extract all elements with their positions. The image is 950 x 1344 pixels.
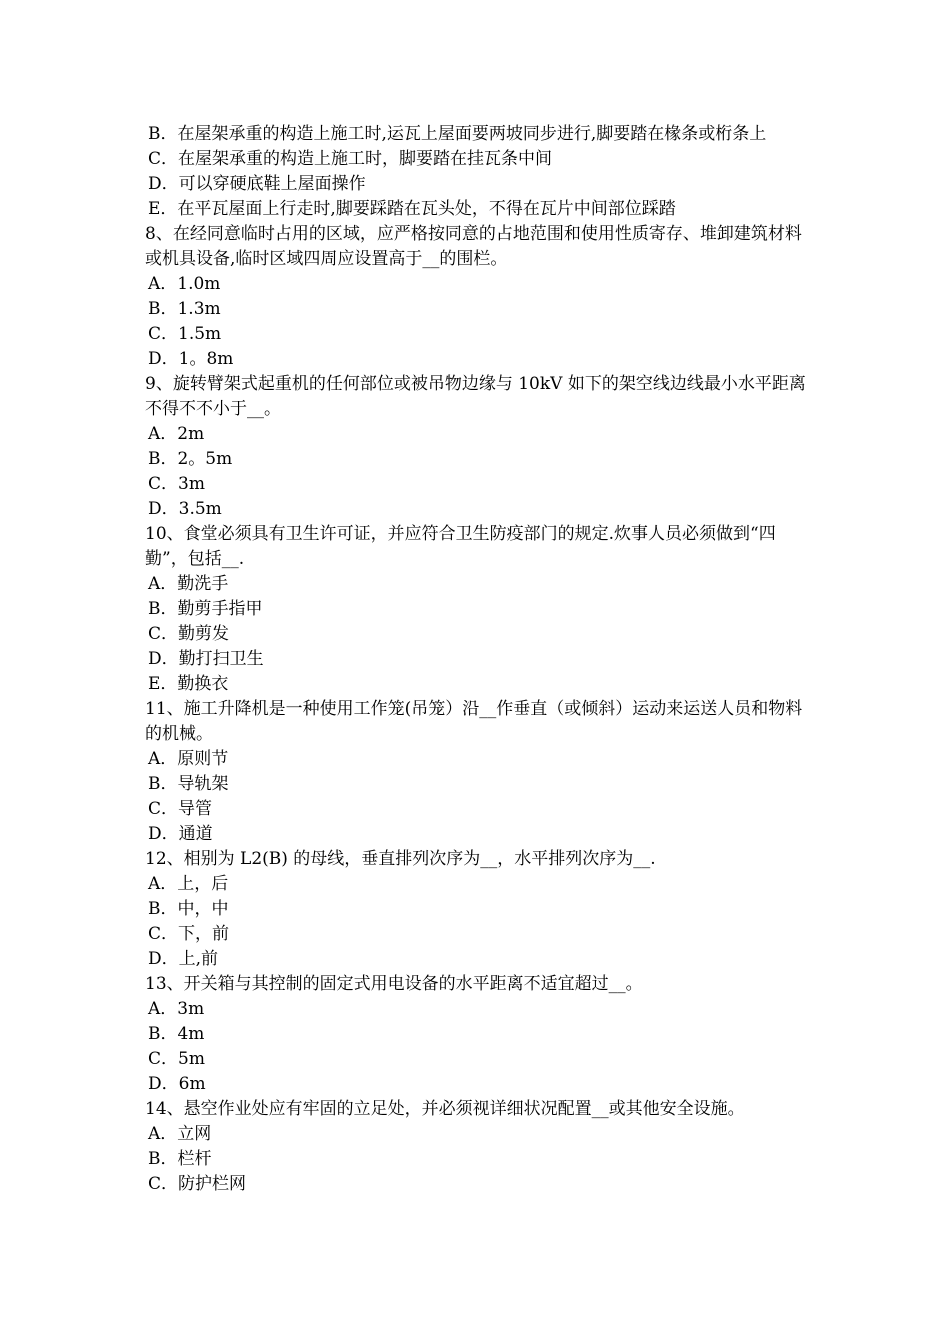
answer-option: B．2。5m [148, 449, 233, 469]
answer-option: C．勤剪发 [148, 624, 230, 644]
answer-option: A．1.0m [148, 274, 221, 294]
answer-option: C．3m [148, 474, 205, 494]
question-text: 13、开关箱与其控制的固定式用电设备的水平距离不适宜超过__。 [145, 974, 643, 994]
answer-option: B．栏杆 [148, 1149, 212, 1169]
question-text: 11、施工升降机是一种使用工作笼(吊笼）沿__作垂直（或倾斜）运动来运送人员和物料的机械。 [145, 699, 803, 744]
document-body [145, 122, 815, 1197]
answer-option: D．上,前 [148, 949, 219, 969]
answer-option: C．1.5m [148, 324, 222, 344]
answer-option: C．5m [148, 1049, 205, 1069]
question-text: 9、旋转臂架式起重机的任何部位或被吊物边缘与 10kV 如下的架空线边线最小水平距离不得不不小于__。 [145, 374, 806, 419]
question-text: 10、食堂必须具有卫生许可证，并应符合卫生防疫部门的规定.炊事人员必须做到“四勤”，包括__. [145, 524, 776, 569]
answer-option: B．1.3m [148, 299, 221, 319]
answer-option: B．在屋架承重的构造上施工时,运瓦上屋面要两坡同步进行,脚要踏在椽条或桁条上 [148, 124, 767, 144]
answer-option: A．3m [148, 999, 205, 1019]
answer-option: C．导管 [148, 799, 213, 819]
answer-option: E．在平瓦屋面上行走时,脚要踩踏在瓦头处，不得在瓦片中间部位踩踏 [148, 199, 676, 219]
answer-option: D．1。8m [148, 349, 234, 369]
answer-option: A．勤洗手 [148, 574, 229, 594]
answer-option: B．中，中 [148, 899, 229, 919]
answer-option: A．2m [148, 424, 205, 444]
answer-option: D．可以穿硬底鞋上屋面操作 [148, 174, 366, 194]
answer-option: D．勤打扫卫生 [148, 649, 264, 669]
answer-option: A．原则节 [148, 749, 229, 769]
answer-option: B．4m [148, 1024, 205, 1044]
question-text: 8、在经同意临时占用的区域，应严格按同意的占地范围和使用性质寄存、堆卸建筑材料或机具设备,临时区域四周应设置高于__的围栏。 [145, 224, 802, 269]
answer-option: A．上，后 [148, 874, 229, 894]
answer-option: C．下，前 [148, 924, 230, 944]
answer-option: C．防护栏网 [148, 1174, 247, 1194]
answer-option: D．通道 [148, 824, 213, 844]
question-text: 12、相别为 L2(B) 的母线，垂直排列次序为__，水平排列次序为__. [145, 849, 656, 869]
answer-option: B．勤剪手指甲 [148, 599, 263, 619]
answer-option: C．在屋架承重的构造上施工时，脚要踏在挂瓦条中间 [148, 149, 553, 169]
answer-option: B．导轨架 [148, 774, 229, 794]
answer-option: E．勤换衣 [148, 674, 229, 694]
answer-option: A．立网 [148, 1124, 212, 1144]
answer-option: D．3.5m [148, 499, 222, 519]
answer-option: D．6m [148, 1074, 206, 1094]
question-text: 14、悬空作业处应有牢固的立足处，并必须视详细状况配置__或其他安全设施。 [145, 1099, 745, 1119]
